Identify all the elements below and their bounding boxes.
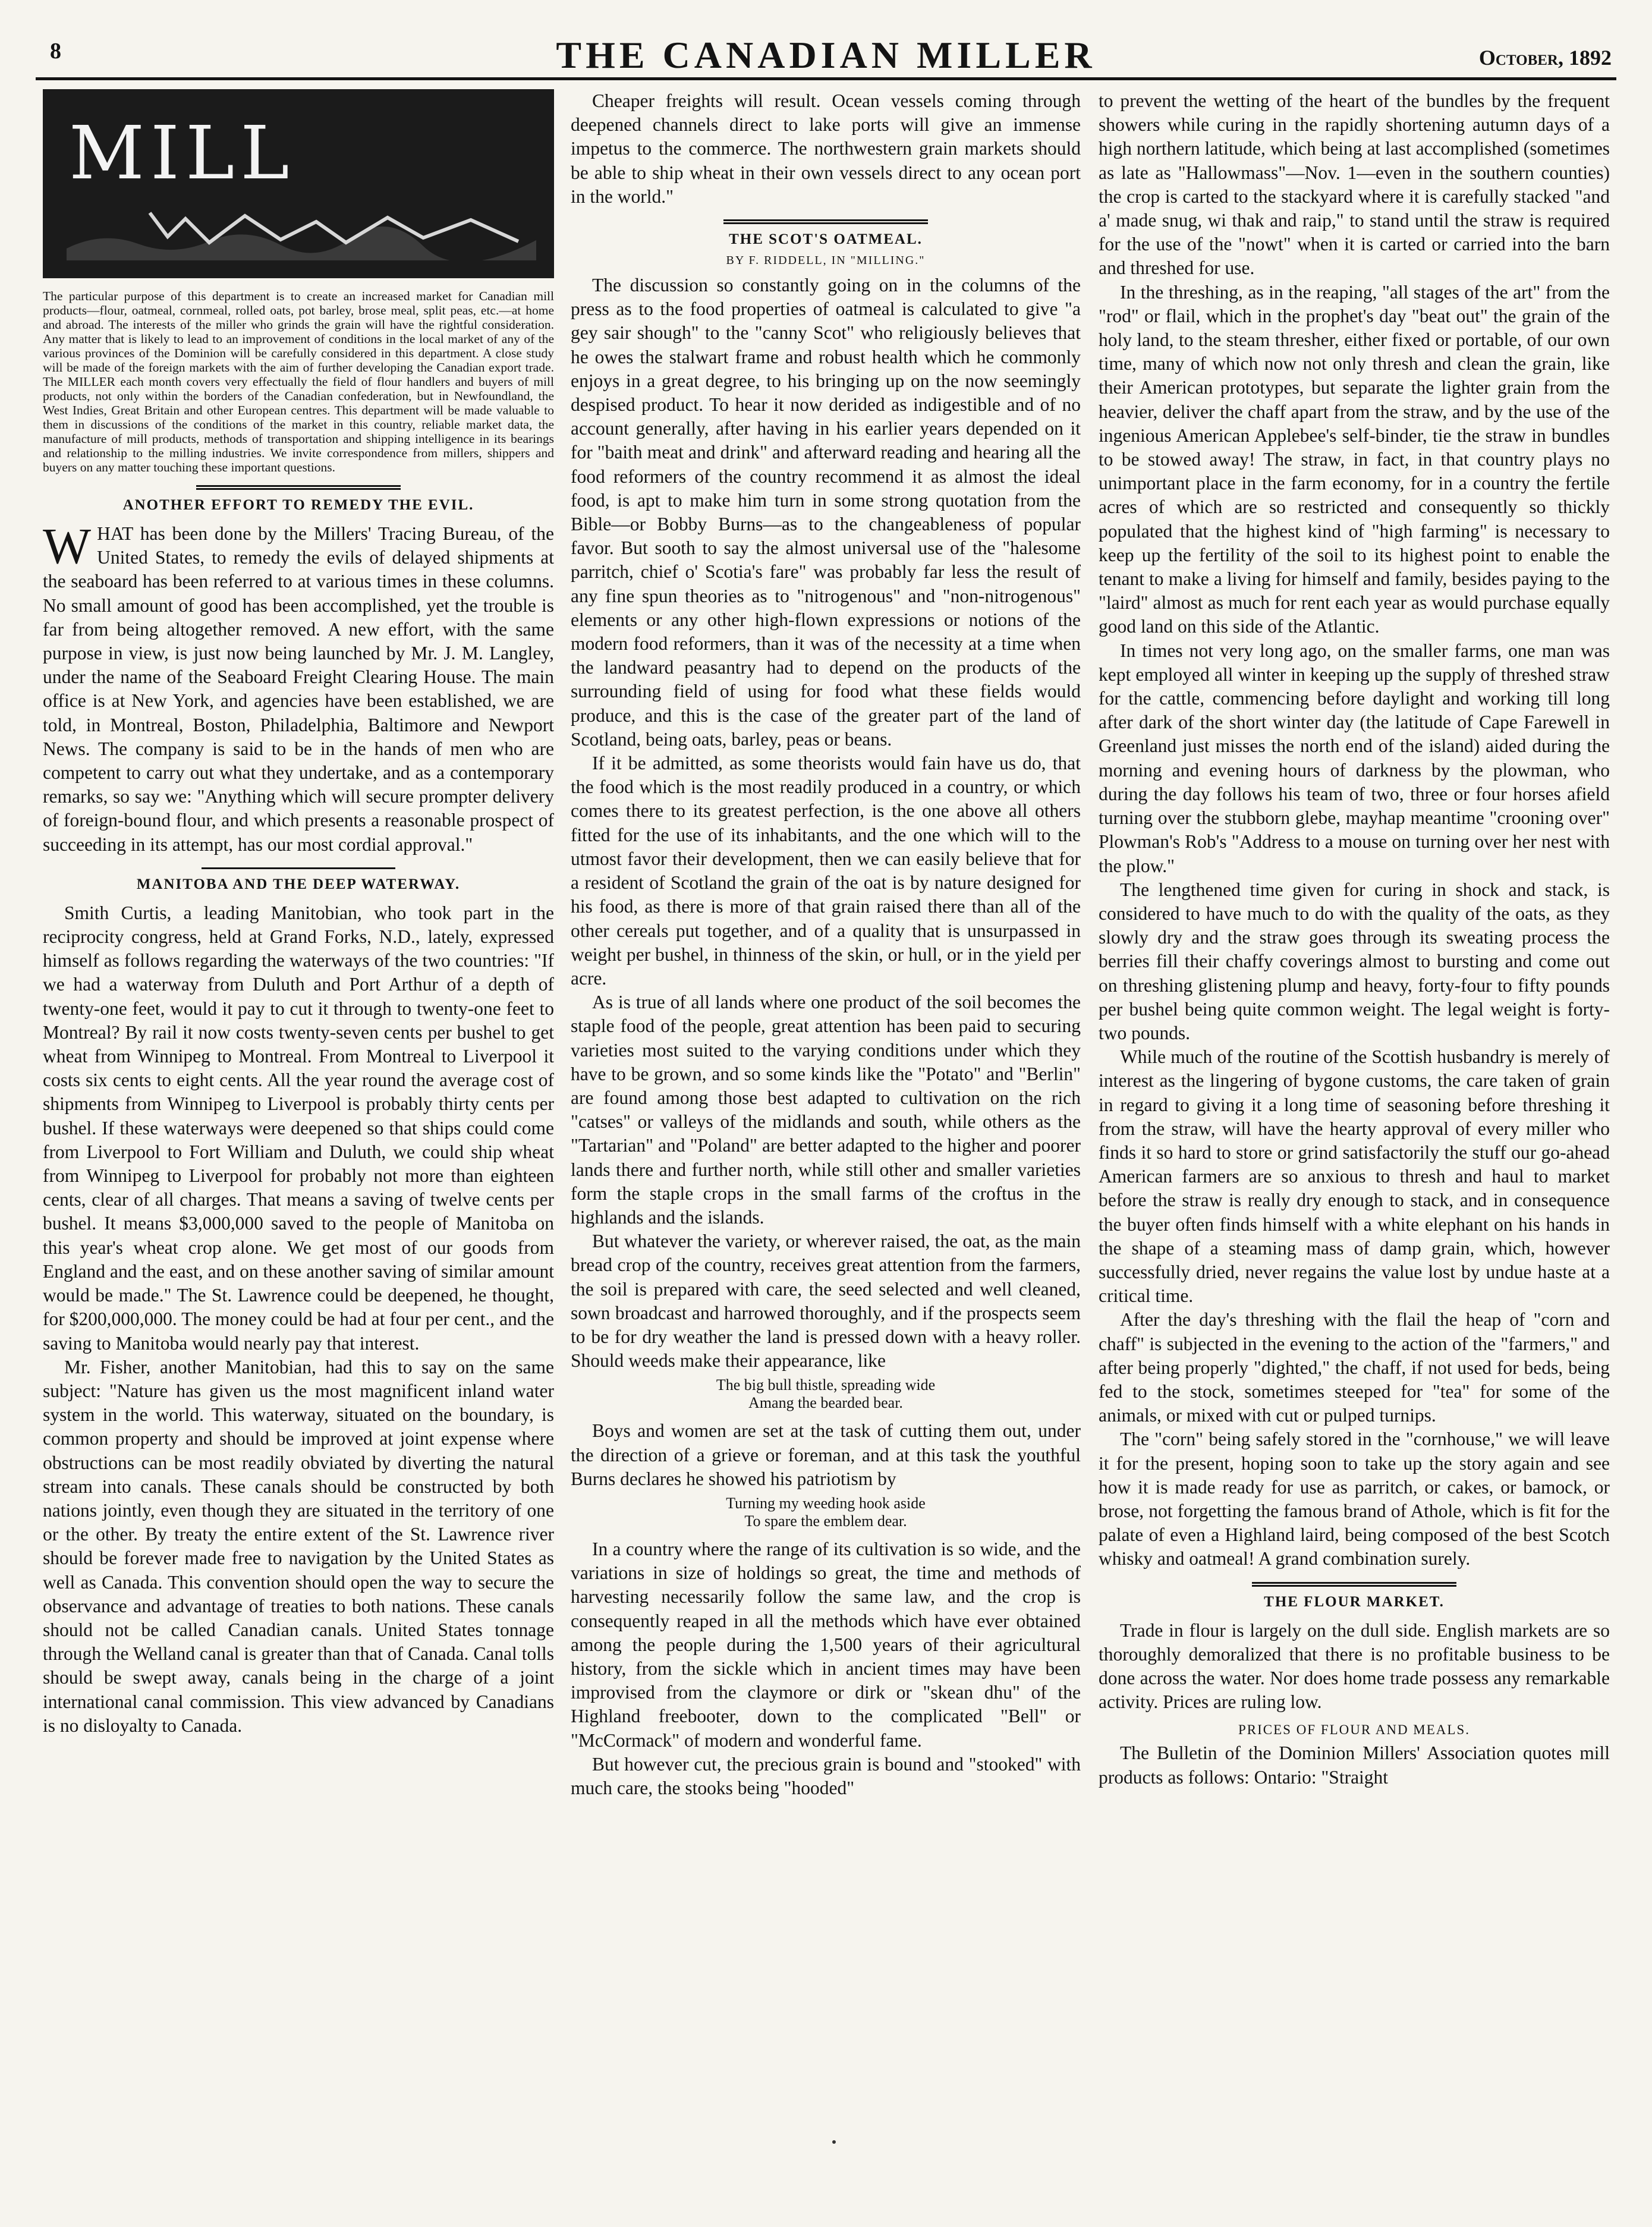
article-paragraph: to prevent the wetting of the heart of the bundles by the frequent showers while curing in the rapidly shortening autumn days of a high northern latitude, which being at last accomplished (sometimes as late as "Hallowmass"—Nov. 1—even in the southern counties) the crop is carted to the stackyard where it is carefully stacked "and a' made snug, wi thak and raip," to stand until the straw is required for the use of the "nowt" when it is carted or carried into the barn and threshed for use. — [1099, 90, 1610, 279]
section-rule — [196, 485, 401, 490]
verse-line: Amang the bearded bear. — [748, 1394, 903, 1412]
article-paragraph: While much of the routine of the Scottish husbandry is merely of interest as the lingering of bygone customs, the care taken of grain in regard to giving it a long time of seasoning before threshing it from the straw, will have the hearty approval of every miller who finds it so hard to store or grind satisfactorily the stuff our go-ahead American farmers are so anxious to thresh and haul to market before the straw is really dry enough to stack, and in consequence the buyer often finds himself with a white elephant on his hands in the shape of a steaming mass of damp grain, which, however successfully dried, never regains the value lost by undue haste at a critical time. — [1099, 1046, 1610, 1307]
verse-line: The big bull thistle, spreading wide — [716, 1376, 936, 1394]
banner-title: MILL — [69, 111, 295, 196]
issue-date: October, 1892 — [1478, 46, 1612, 70]
column-middle — [571, 89, 1081, 2188]
article-byline: BY F. RIDDELL, IN "MILLING." — [726, 254, 926, 268]
article-headline: MANITOBA AND THE DEEP WATERWAY. — [136, 876, 461, 892]
column-right — [1099, 89, 1610, 2188]
article-headline: ANOTHER EFFORT TO REMEDY THE EVIL. — [122, 497, 474, 513]
article-paragraph: Mr. Fisher, another Manitobian, had this to say on the same subject: "Nature has given us the most magnificent inland water system in the world. This waterway, situated on the boundary, is common property and should be improved at joint expense where obstructions can be most readily obviated by diverting the natural stream into canals. These canals should be constructed by both nations jointly, even though they are situated in the territory of one or the other. By treaty the entire extent of the St. Lawrence river should be forever made free to navigation by the United States as well as Canada. This convention should open the way to secure the observance and advantage of treaties to both nations. These canals should not be called Canadian canals. United States tonnage through the Welland canal is greater than that of Canada. Canal tolls should be swept away, canals being in the charge of a joint international canal commission. This view advanced by Canadians is no disloyalty to Canada. — [43, 1356, 554, 1736]
article-paragraph: If it be admitted, as some theorists would fain have us do, that the food which is the most readily produced in a country, or which comes there to its greatest perfection, is the one above all others fitted for the use of its inhabitants, and the one which will to the utmost favor their development, then we can easily believe that for a resident of Scotland the grain of the oat is by nature designed for his food, as there is more of that grain raised there than all of the other cereals put together, and of a quality that is unsurpassed in weight per bushel, in thinness of the skin, or hull, or in the yield per acre. — [571, 753, 1081, 989]
sub-heading: PRICES OF FLOUR AND MEALS. — [1238, 1722, 1471, 1738]
article-headline: THE FLOUR MARKET. — [1264, 1593, 1445, 1610]
article-paragraph: The discussion so constantly going on in the columns of the press as to the food properties of oatmeal is calculated to give "a gey sair shough" to the "canny Scot" who religiously believes that he owes the stalwart frame and robust health which he commonly enjoys in a great degree, to his bringing up on the now seemingly despised product. To hear it now derided as indigestible and of no account generally, after having in his earlier years depended on it for "baith meat and drink" and afterward reading and hearing all the food reformers of the country recommend it as almost the ideal food, is apt to make him turn in some strong quotation from the Bible—or Bobby Burns—as to the changeableness of popular favor. But sooth to say the almost universal use of the "halesome parritch, chief o' Scotia's fare" was probably far less the result of any fine spun theories as to "nitrogenous" and "non-nitrogenous" elements or any other high-flown expressions or notions of the modern food reformers, than it was of the necessity at a time when the landward peasantry had to depend on the products of the surrounding field of using for food what these fields would produce, and this is the case of the greater part of the land of Scotland, being oats, barley, peas or beans. — [571, 275, 1081, 750]
print-speck — [832, 2140, 836, 2144]
article-paragraph: In a country where the range of its cultivation is so wide, and the variations in size of holdings so great, the time and methods of harvesting necessarily follow the same law, and the crop is consequently reaped in all the methods which have ever obtained among the people during the 1,500 years of their agricultural history, from the sickle which in ancient times may have been improvised from the claymore or dirk or "skean dhu" of the Highland freebooter, down to the complicated "Bell" or "McCormack" of modern and wonderful fame. — [571, 1538, 1081, 1751]
article-paragraph: Boys and women are set at the task of cutting them out, under the direction of a grieve or foreman, and at this task the youthful Burns declares he showed his patriotism by — [571, 1420, 1081, 1489]
article-paragraph: The Bulletin of the Dominion Millers' Association quotes mill products as follows: Ontario: "Straight — [1099, 1742, 1610, 1788]
article-paragraph: The "corn" being safely stored in the "cornhouse," we will leave it for the present, hoping soon to take up the story again and see how it is made ready for use as parritch, or cakes, or bamock, or brose, not forgetting the famous brand of Athole, which is fit for the palate of even a Highland laird, being composed of the best Scotch whisky and oatmeal! A grand combination surely. — [1099, 1429, 1610, 1569]
article-paragraph: The lengthened time given for curing in shock and stack, is considered to have much to do with the quality of the oats, as they slowly dry and the straw goes through its sweating process the berries fill their chaffy coverings almost to bursting and come out on threshing glistening plump and heavy, forty-four to fifty pounds per bushel being quite common weight. The legal weight is forty-two pounds. — [1099, 879, 1610, 1043]
article-headline: THE SCOT'S OATMEAL. — [729, 231, 923, 248]
masthead: THE CANADIAN MILLER — [556, 34, 1096, 76]
article-paragraph: Trade in flour is largely on the dull side. English markets are so thoroughly demoralized that there is no profitable business to be done across the water. Nor does home trade possess any remarkable activity. Prices are ruling low. — [1099, 1619, 1610, 1713]
verse-line: To spare the emblem dear. — [744, 1512, 907, 1530]
section-rule — [202, 867, 396, 869]
department-introduction: The particular purpose of this department is to create an increased market for Canadian mill products—flour, oatmeal, cornmeal, rolled oats, pot barley, brose meal, split peas, etc.—at home and abroad. The interests of the miller who grinds the grain will have the rightful consideration. Any matter that is likely to lead to an improvement of conditions in the local market of any of the various provinces of the Dominion will be carefully considered in this department. A close study will be made of the foreign markets with the aim of further developing the Canadian export trade. The MILLER each month covers very effectually the field of flour handlers and buyers of mill products, not only within the borders of the Canadian confederation, but in Newfoundland, the West Indies, Great Britain and other European centres. This department will be made valuable to them in discussions of the conditions of the market in this country, reliable market data, the manufacture of mill products, methods of transportation and shipping intelligence in its bearings and relationship to the milling industries. We invite correspondence from millers, shippers and buyers on any matter touching these important questions. — [43, 289, 554, 474]
department-banner-image — [43, 89, 554, 278]
drop-cap: W — [43, 517, 92, 574]
article-paragraph: In the threshing, as in the reaping, "all stages of the art" from the "rod" or flail, which in the prophet's day "beat out" the grain of the holy land, to the steam thresher, either fixed or portable, of our own time, many of which now not only thresh and clean the grain, like their American prototypes, but separate the lighter grain from the heavier, deliver the chaff apart from the straw, and by the use of the ingenious American Applebee's self-binder, tie the straw in bundles to be stowed away! The straw, in fact, in that country plays no unimportant place in the farm economy, for in a country the fertile acres of which are so restricted and consequently so thickly populated that the highest kind of "high farming" is necessary to keep up the fertility of the soil to its highest point to enable the tenant to make a living for himself and family, besides paying to the "laird" almost as much for rent each year as would purchase equally good land on this side of the Atlantic. — [1099, 281, 1610, 637]
article-paragraph: Cheaper freights will result. Ocean vessels coming through deepened channels direct to lake ports will give an immense impetus to the commerce. The northwestern grain markets should be able to ship wheat in their own vessels direct to any ocean port in the world." — [571, 90, 1081, 207]
section-rule — [1252, 1582, 1456, 1587]
section-rule — [723, 219, 927, 224]
verse-quote — [571, 1495, 1081, 1530]
article-paragraph: Smith Curtis, a leading Manitobian, who took part in the reciprocity congress, held at Grand Forks, N.D., lately, expressed himself as follows regarding the waterways of the two countries: "If we had a waterway from Duluth and Port Arthur of a depth of twenty-one feet, would it pay to cut it through to twenty-one feet to Montreal? By rail it now costs twenty-seven cents per bushel to get wheat from Winnipeg to Montreal. From Montreal to Liverpool it costs six cents to eight cents. All the year round the average cost of shipments from Winnipeg to Liverpool is probably thirty cents per bushel. If these waterways were deepened so that ships could come from Liverpool to Fort William and Duluth, we could ship wheat from Winnipeg to Liverpool for probably not more than eighteen cents, clear of all charges. That means a saving of twelve cents per bushel. It means $3,000,000 saved to the people of Manitoba on this year's wheat crop alone. We get most of our goods from England and the east, and on these another saving of similar amount would be made." The St. Lawrence could be deepened, he thought, for $200,000,000. The money could be had at four per cent., and the saving to Manitoba would nearly pay that interest. — [43, 902, 554, 1354]
article-paragraph: WHAT has been done by the Millers' Tracing Bureau, of the United States, to remedy the evils of delayed shipments at the seaboard has been referred to at various times in these columns. No small amount of good has been accomplished, yet the trouble is far from being altogether removed. A new effort, with the same purpose in view, is just now being launched by Mr. J. M. Langley, under the name of the Seaboard Freight Clearing House. The main office is at New York, and agencies have been established, we are told, in Montreal, Boston, Philadelphia, Baltimore and Newport News. The company is said to be in the hands of men who are competent to carry out what they undertake, and as a contemporary remarks, so say we: "Anything which will secure prompter delivery of foreign-bound flour, and which presents a reasonable prospect of succeeding in its attempt, has our most cordial approval." — [43, 517, 554, 855]
banner-illustration — [67, 207, 536, 260]
column-left — [43, 89, 554, 2188]
article-paragraph: After the day's threshing with the flail the heap of "corn and chaff" is subjected in the evening to the action of the "farmers," and after being properly "dighted," the chaff, if not used for beds, being fed to the stock, sometimes steeped for "tea" for some of the animals, or mixed with cut or pulped turnips. — [1099, 1309, 1610, 1426]
verse-quote — [571, 1376, 1081, 1412]
article-paragraph: But whatever the variety, or wherever raised, the oat, as the main bread crop of the country, receives great attention from the farmers, the soil is prepared with care, the seed selected and well cleaned, sown broadcast and harrowed thoroughly, and if the prospects seem to be for dry weather the land is pressed down with a heavy roller. Should weeds make their appearance, like — [571, 1231, 1081, 1372]
article-paragraph: But however cut, the precious grain is bound and "stooked" with much care, the stooks being "hooded" — [571, 1753, 1081, 1798]
article-paragraph: As is true of all lands where one product of the soil becomes the staple food of the people, great attention has been paid to securing varieties most suited to the varying conditions under which they have to be grown, and so some kinds like the "Potato" and "Berlin" are found among those best adapted to cultivation on the rich "catses" or valleys of the midlands and south, while others as the "Tartarian" and "Poland" are better adapted to the higher and poorer lands there and further north, while still other and smaller varieties form the staple crops in the small farms of the croftus in the highlands and the islands. — [571, 992, 1081, 1228]
page-header — [36, 33, 1616, 80]
verse-line: Turning my weeding hook aside — [726, 1494, 926, 1512]
article-paragraph: In times not very long ago, on the smaller farms, one man was kept employed all winter in keeping up the supply of threshed straw for the cattle, commencing before daylight and working till long after dark of the short winter day (the latitude of Cape Farewell in Greenland just misses the north end of the island) aided during the morning and evening hours of darkness by the plowman, who during the day follows his team of two, three or four horses afield turning over the stubborn glebe, mayhap meantime "crooning over" Plowman's Rob's "Address to a mouse on turning over her nest with the plow." — [1099, 640, 1610, 876]
page-number: 8 — [50, 39, 61, 64]
